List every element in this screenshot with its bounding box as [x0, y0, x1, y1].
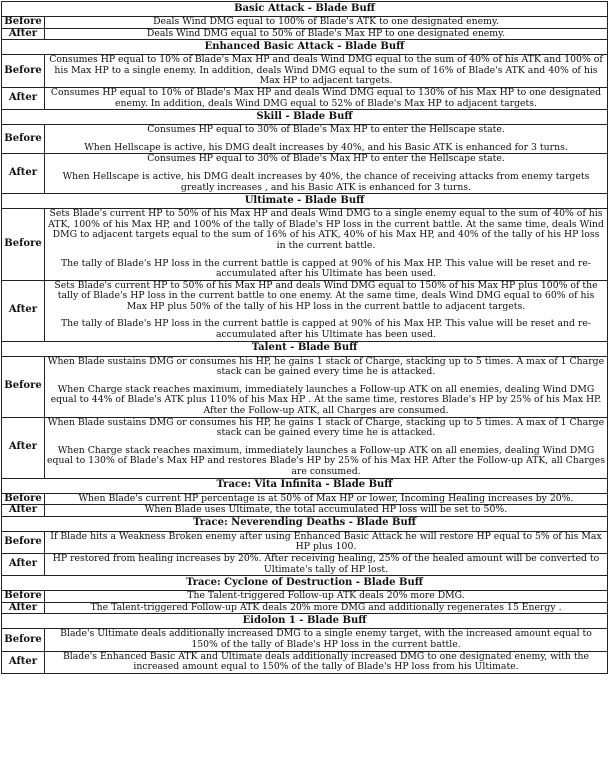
description-paragraph: HP restored from healing increases by 20%. After receiving healing, 25% of the healed amount will be converted to Ultimate's tally of HP lost. [52, 552, 600, 575]
row-label: Before [2, 629, 45, 651]
description-paragraph: Consumes HP equal to 10% of Blade's Max HP and deals Wind DMG equal to 130% of his Max HP to one designated enemy. In addition, deals Wind DMG equal to 52% of Blade's Max HP to adjacent targets. [50, 86, 602, 109]
row-description [45, 125, 608, 154]
description-paragraph: If Blade hits a Weakness Broken enemy after using Enhanced Basic Attack he will restore HP equal to 5% of his Max HP plus 100. [50, 530, 602, 553]
comparison-row [2, 591, 608, 603]
section-header-row [2, 341, 608, 356]
section-header-row [2, 478, 608, 493]
description-paragraph: Sets Blade's current HP to 50% of his Max HP and deals Wind DMG to a single enemy equal to the sum of 40% of his ATK, 100% of his Max HP, and 100% of the tally of Blade's HP loss in the current battle. At the same time, deals Wind DMG to adjacent targets equal to the sum of 16% of his ATK, 40% of his Max HP, and 40% of the tally of his HP loss in the current battle. [48, 208, 604, 251]
description-paragraph: When Charge stack reaches maximum, immediately launches a Follow-up ATK on all enemies, dealing Wind DMG equal to 44% of Blade's ATK plus 110% of his Max HP . At the same time, restores Blade's HP by 25% of his Max HP. After the Follow-up ATK, all Charges are consumed. [50, 383, 602, 417]
row-description [45, 87, 608, 109]
section-header-row [2, 110, 608, 125]
description-paragraph: When Blade uses Ultimate, the total accumulated HP loss will be set to 50%. [144, 504, 508, 516]
row-description [45, 505, 608, 517]
comparison-row [2, 154, 608, 194]
section-title: Ultimate - Blade Buff [2, 194, 608, 209]
blade-buff-table [1, 1, 608, 674]
section-header-row [2, 614, 608, 629]
row-description [45, 280, 608, 341]
row-description [45, 629, 608, 651]
section-header-row [2, 194, 608, 209]
comparison-row [2, 629, 608, 651]
comparison-row [2, 651, 608, 673]
description-paragraph: Blade's Ultimate deals additionally increased DMG to a single enemy target, with the increased amount equal to 150% of the tally of Blade's HP loss in the current battle. [60, 628, 592, 650]
description-paragraph: When Blade's current HP percentage is at 50% of Max HP or lower, Incoming Healing increases by 20%. [78, 492, 574, 504]
row-description [45, 209, 608, 281]
comparison-row [2, 553, 608, 575]
comparison-row [2, 602, 608, 614]
row-description [45, 417, 608, 478]
comparison-row [2, 125, 608, 154]
row-label: Before [2, 125, 45, 154]
section-header-row [2, 40, 608, 55]
comparison-row [2, 87, 608, 109]
section-title: Skill - Blade Buff [2, 110, 608, 125]
description-paragraph: Consumes HP equal to 30% of Blade's Max HP to enter the Hellscape state. [147, 124, 505, 136]
description-paragraph: When Blade sustains DMG or consumes his HP, he gains 1 stack of Charge, stacking up to 5 times. A max of 1 Charge stack can be gained every time he is attacked. [47, 416, 605, 439]
row-label: After [2, 417, 45, 478]
description-paragraph: The Talent-triggered Follow-up ATK deals 20% more DMG. [187, 590, 465, 602]
section-title: Trace: Neverending Deaths - Blade Buff [2, 516, 608, 531]
row-label: Before [2, 356, 45, 417]
row-description [45, 651, 608, 673]
row-description [45, 55, 608, 88]
row-label: After [2, 505, 45, 517]
section-header-row [2, 576, 608, 591]
section-title: Trace: Vita Infinita - Blade Buff [2, 478, 608, 493]
row-description [45, 531, 608, 553]
section-title: Enhanced Basic Attack - Blade Buff [2, 40, 608, 55]
row-description [45, 493, 608, 505]
comparison-row [2, 280, 608, 341]
description-paragraph: Consumes HP equal to 30% of Blade's Max HP to enter the Hellscape state. [147, 153, 505, 165]
section-header-row [2, 2, 608, 17]
row-label: After [2, 280, 45, 341]
comparison-row [2, 531, 608, 553]
row-description [45, 591, 608, 603]
section-title: Talent - Blade Buff [2, 341, 608, 356]
row-label: After [2, 553, 45, 575]
row-description [45, 28, 608, 40]
description-paragraph: Consumes HP equal to 10% of Blade's Max HP and deals Wind DMG equal to the sum of 40% of his ATK and 100% of his Max HP to a single enemy. In addition, deals Wind DMG equal to the sum of 16% of Blade's ATK and 40% of his Max HP to adjacent targets. [49, 54, 603, 87]
description-paragraph: The Talent-triggered Follow-up ATK deals 20% more DMG and additionally regenerates 15 Energy . [90, 601, 562, 613]
section-title: Trace: Cyclone of Destruction - Blade Buff [2, 576, 608, 591]
comparison-row [2, 505, 608, 517]
description-paragraph: When Hellscape is active, his DMG dealt increases by 40%, and his Basic ATK is enhanced for 3 turns. [84, 141, 568, 153]
row-label: After [2, 87, 45, 109]
row-label: Before [2, 493, 45, 505]
description-paragraph: Deals Wind DMG equal to 100% of Blade's ATK to one designated enemy. [153, 16, 499, 27]
description-paragraph: When Charge stack reaches maximum, immediately launches a Follow-up ATK on all enemies, dealing Wind DMG equal to 130% of Blade's Max HP and restores Blade's HP by 25% of his Max HP. After the Follow-up ATK, all Charges are consumed. [47, 444, 605, 477]
row-label: Before [2, 591, 45, 603]
row-label: After [2, 602, 45, 614]
comparison-row [2, 28, 608, 40]
comparison-row [2, 417, 608, 478]
row-label: After [2, 28, 45, 40]
row-label: After [2, 651, 45, 673]
description-paragraph: The tally of Blade's HP loss in the current battle is capped at 90% of his Max HP. This value will be reset and re-accumulated after his Ultimate has been used. [60, 318, 592, 341]
comparison-row [2, 17, 608, 29]
row-label: Before [2, 55, 45, 88]
row-description [45, 356, 608, 417]
row-description [45, 154, 608, 194]
row-label: After [2, 154, 45, 194]
description-paragraph: When Hellscape is active, his DMG dealt increases by 40%, the chance of receiving attacks from enemy targets greatly increases , and his Basic ATK is enhanced for 3 turns. [62, 170, 590, 193]
description-paragraph: Deals Wind DMG equal to 50% of Blade's Max HP to one designated enemy. [146, 27, 506, 39]
comparison-row [2, 55, 608, 88]
description-paragraph: The tally of Blade's HP loss in the current battle is capped at 90% of his Max HP. This value will be reset and re-accumulated after his Ultimate has been used. [60, 257, 592, 280]
section-title: Basic Attack - Blade Buff [2, 2, 608, 17]
comparison-row [2, 493, 608, 505]
description-paragraph: Sets Blade's current HP to 50% of his Max HP and deals Wind DMG equal to 150% of his Max HP plus 100% of the tally of Blade's HP loss in the current battle to one enemy. At the same time, deals Wind DMG equal to 60% of his Max HP plus 50% of the tally of his HP loss in the current battle to adjacent targets. [54, 279, 598, 312]
section-header-row [2, 516, 608, 531]
row-description [45, 17, 608, 29]
description-paragraph: Blade's Enhanced Basic ATK and Ultimate deals additionally increased DMG to one designated enemy, with the increased amount equal to 150% of the tally of Blade's HP loss from his Ultimate. [62, 650, 590, 673]
comparison-row [2, 356, 608, 417]
row-label: Before [2, 209, 45, 281]
row-description [45, 602, 608, 614]
comparison-row [2, 209, 608, 281]
row-label: Before [2, 531, 45, 553]
section-title: Eidolon 1 - Blade Buff [2, 614, 608, 629]
description-paragraph: When Blade sustains DMG or consumes his HP, he gains 1 stack of Charge, stacking up to 5 times. A max of 1 Charge stack can be gained every time he is attacked. [47, 355, 605, 378]
row-description [45, 553, 608, 575]
row-label: Before [2, 17, 45, 29]
